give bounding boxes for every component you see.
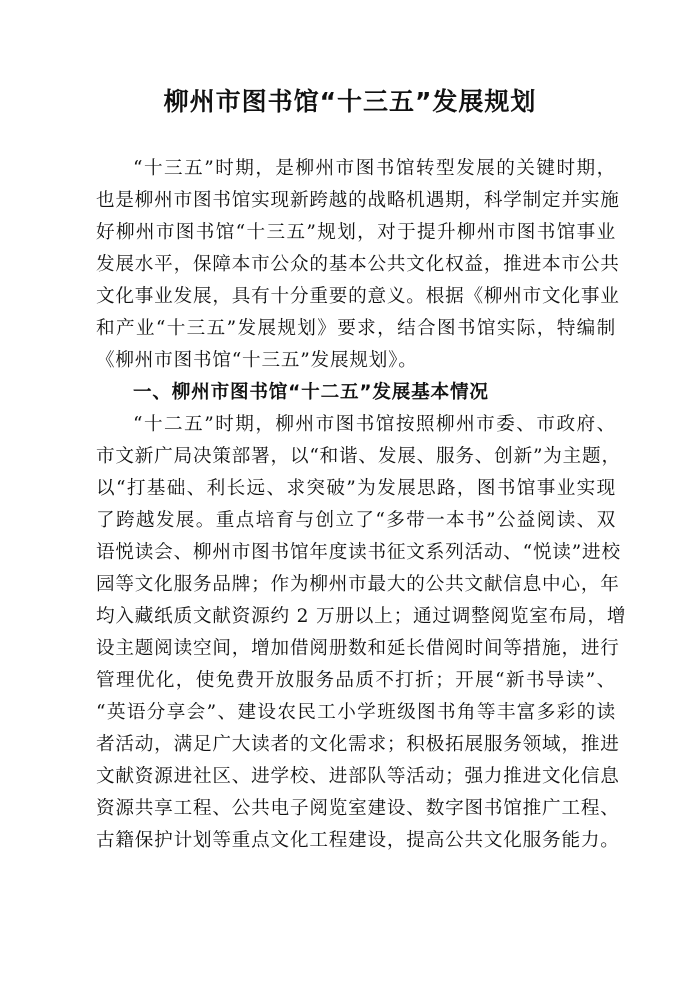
intro-line: “十三五”时期，是柳州市图书馆转型发展的关键时期， [133, 158, 616, 179]
section-line: 以“打基础、利长远、求突破”为发展思路，图书馆事业实现 [96, 478, 616, 499]
section-line: 者活动，满足广大读者的文化需求；积极拓展服务领域，推进 [96, 734, 620, 755]
section-line: 设主题阅读空间，增加借阅册数和延长借阅时间等措施，进行 [96, 638, 620, 659]
document-title: 柳州市图书馆“十三五”发展规划 [163, 87, 537, 116]
intro-line: 和产业“十三五”发展规划》要求，结合图书馆实际，特编制 [96, 318, 616, 339]
intro-line: 《柳州市图书馆“十三五”发展规划》。 [96, 350, 418, 371]
intro-line: 好柳州市图书馆“十三五”规划，对于提升柳州市图书馆事业 [96, 222, 616, 243]
section-line: 管理优化，使免费开放服务品质不打折；开展“新书导读”、 [96, 670, 616, 691]
section-line: 均入藏纸质文献资源约 2 万册以上；通过调整阅览室布局，增 [96, 606, 627, 627]
section-line: 古籍保护计划等重点文化工程建设，提高公共文化服务能力。 [96, 830, 620, 851]
section-line: “十二五”时期，柳州市图书馆按照柳州市委、市政府、 [133, 414, 616, 435]
section-heading: 一、柳州市图书馆“十二五”发展基本情况 [133, 382, 489, 403]
section-line: 市文新广局决策部署，以“和谐、发展、服务、创新”为主题， [96, 446, 621, 467]
document-body [96, 153, 627, 857]
intro-line: 发展水平，保障本市公众的基本公共文化权益，推进本市公共 [96, 254, 620, 275]
section-line: 资源共享工程、公共电子阅览室建设、数字图书馆推广工程、 [96, 798, 620, 819]
section-line: 了跨越发展。重点培育与创立了“多带一本书”公益阅读、双 [96, 510, 616, 531]
section-line: “英语分享会”、建设农民工小学班级图书角等丰富多彩的读 [96, 702, 616, 723]
intro-line: 也是柳州市图书馆实现新跨越的战略机遇期，科学制定并实施 [96, 190, 620, 211]
section-line: 语悦读会、柳州市图书馆年度读书征文系列活动、“悦读”进校 [96, 542, 621, 563]
intro-line: 文化事业发展，具有十分重要的意义。根据《柳州市文化事业 [96, 286, 620, 307]
section-line: 园等文化服务品牌；作为柳州市最大的公共文献信息中心，年 [96, 574, 620, 595]
section-line: 文献资源进社区、进学校、进部队等活动；强力推进文化信息 [96, 766, 620, 787]
